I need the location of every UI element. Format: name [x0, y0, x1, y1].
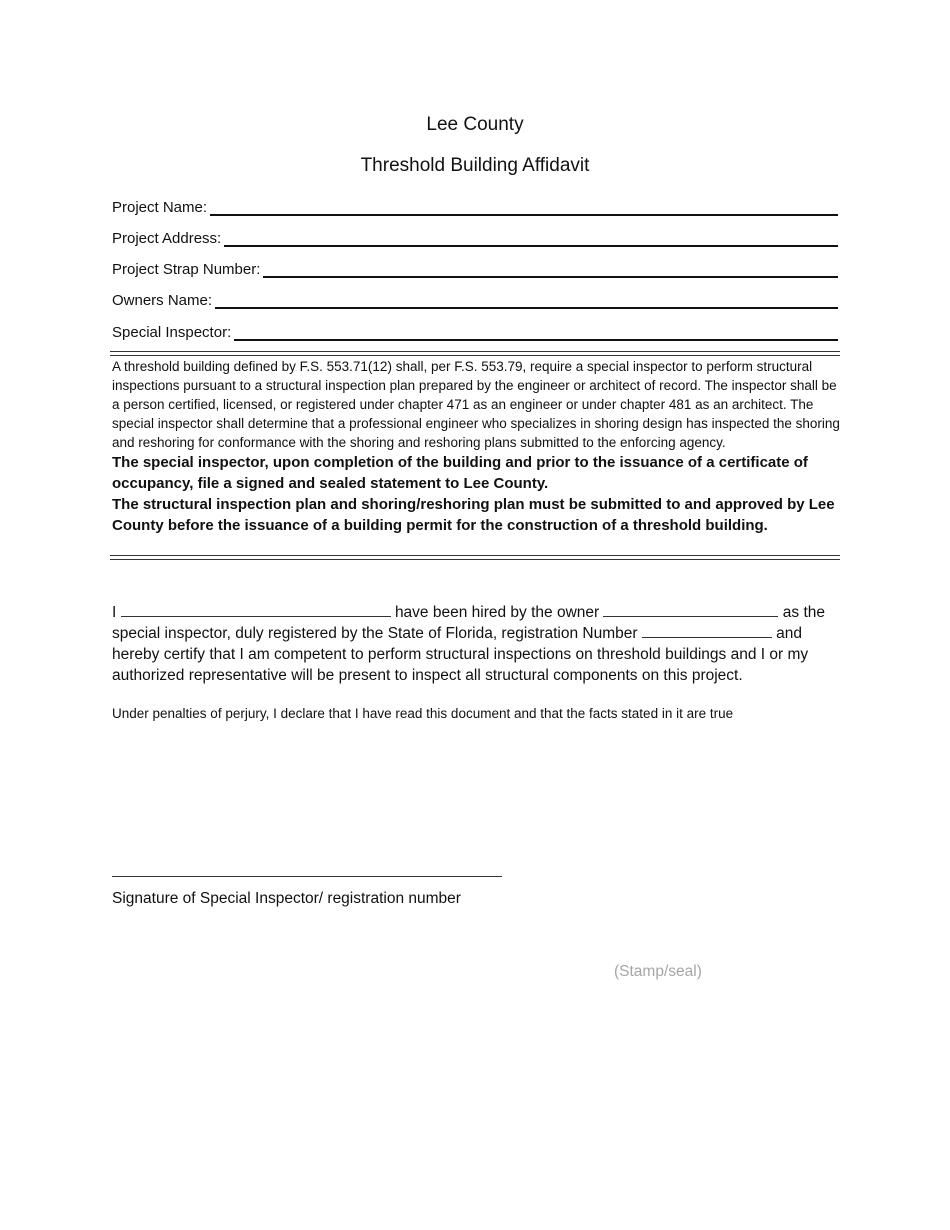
signature-line[interactable]	[112, 876, 502, 877]
registration-number-blank[interactable]	[642, 623, 772, 638]
signature-label: Signature of Special Inspector/ registration number	[112, 890, 461, 907]
cert-text-2: have been hired by the owner	[394, 604, 600, 621]
notice-bold-statement-2: The structural inspection plan and shoring/reshoring plan must be submitted to and approved by Lee County before the issuance of a building permit for the construction of a threshold building.	[112, 496, 835, 534]
special-inspector-label: Special Inspector:	[112, 324, 232, 341]
project-name-line[interactable]	[210, 214, 838, 216]
stamp-seal-placeholder: (Stamp/seal)	[614, 963, 702, 980]
project-address-line[interactable]	[224, 245, 838, 247]
project-name-label: Project Name:	[112, 199, 208, 216]
inspector-name-blank[interactable]	[121, 602, 391, 617]
owners-name-label: Owners Name:	[112, 292, 213, 309]
cert-text-1: I	[112, 604, 117, 621]
certification-statement	[112, 602, 838, 686]
owner-name-blank[interactable]	[603, 602, 778, 617]
cert-text-3: as the special inspector, duly registered by the State of Florida, registration Number	[112, 604, 826, 642]
notice-box	[112, 357, 840, 536]
form-title: Threshold Building Affidavit	[360, 155, 590, 176]
project-address-label: Project Address:	[112, 230, 222, 247]
owners-name-line[interactable]	[215, 307, 838, 309]
project-address-field[interactable]	[112, 226, 838, 248]
county-heading: Lee County	[426, 114, 524, 135]
project-strap-number-line[interactable]	[263, 276, 838, 278]
project-name-field[interactable]	[112, 195, 838, 217]
cert-text-4: and hereby certify that I am competent to perform structural inspections on threshold buildings and I or my authorized representative will be present to inspect all structural components on this project.	[112, 625, 809, 684]
project-strap-number-label: Project Strap Number:	[112, 261, 261, 278]
notice-bottom-divider	[110, 555, 840, 560]
special-inspector-field[interactable]	[112, 320, 838, 342]
notice-bold-statement-1: The special inspector, upon completion of the building and prior to the issuance of a certificate of occupancy, file a signed and sealed statement to Lee County.	[112, 454, 808, 492]
notice-paragraph: A threshold building defined by F.S. 553.71(12) shall, per F.S. 553.79, require a special inspector to perform structural inspections pursuant to a structural inspection plan prepared by the engineer or architect of record. The inspector shall be a person certified, licensed, or registered under chapter 471 as an engineer or under chapter 481 as an architect. The special inspector shall determine that a professional engineer who specializes in shoring design has inspected the shoring and reshoring for conformance with the shoring and reshoring plans submitted to the enforcing agency.	[112, 359, 840, 450]
project-strap-number-field[interactable]	[112, 257, 838, 279]
notice-top-divider	[110, 351, 840, 356]
owners-name-field[interactable]	[112, 288, 838, 310]
special-inspector-line[interactable]	[234, 339, 838, 341]
perjury-statement: Under penalties of perjury, I declare that I have read this document and that the facts stated in it are true	[112, 706, 734, 721]
